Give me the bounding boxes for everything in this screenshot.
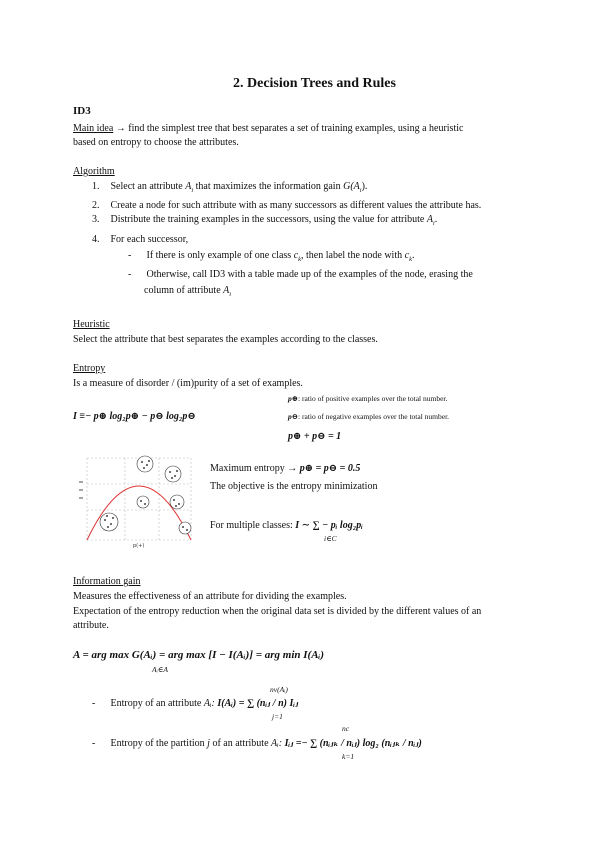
- step-number: 2.: [92, 200, 100, 211]
- main-idea-label: Main idea: [73, 123, 114, 134]
- step-text: , then label the node with: [301, 250, 403, 261]
- algorithm-step-4: [92, 233, 188, 246]
- math-end: .: [434, 214, 438, 225]
- algorithm-step-1: [92, 180, 367, 195]
- max-entropy-expr: p⊕ = p⊖ = 0.5: [299, 463, 361, 474]
- multi-class-sum-index: i∈C: [324, 534, 337, 543]
- partition-sum-upper: nc: [342, 724, 350, 733]
- step-text: column of attribute: [144, 285, 221, 296]
- entropy-heading: Entropy: [73, 363, 106, 374]
- step-number: 4.: [92, 234, 100, 245]
- info-gain-formula-index: Aᵢ∈A: [152, 665, 168, 674]
- info-gain-line-3: attribute.: [73, 620, 109, 631]
- main-idea-text: find the simplest tree that best separates a set of training examples, using a heuristic: [128, 123, 464, 134]
- dash-bullet: -: [92, 738, 96, 749]
- math-var: p⊕: [288, 394, 299, 403]
- attr-entropy-label: Entropy of an attribute: [110, 698, 202, 709]
- algorithm-step-3: [92, 213, 437, 228]
- step-number: 1.: [92, 181, 100, 192]
- math-sub: i: [229, 291, 232, 298]
- algorithm-heading: Algorithm: [73, 166, 115, 177]
- max-entropy-line: [210, 462, 360, 475]
- info-gain-line-1: Measures the effectiveness of an attribute for dividing the examples.: [73, 591, 347, 602]
- attr-entropy-formula: I(Aᵢ) = ∑ (nᵢⱼ / n) Iᵢⱼ: [217, 698, 299, 709]
- multi-class-line: [210, 519, 363, 532]
- figure-axis-label: p(+): [133, 543, 145, 548]
- math-var: c: [404, 250, 410, 261]
- step-text: Distribute the training examples in the successors, using the value for attribute: [110, 214, 425, 225]
- right-arrow-icon: →: [115, 123, 126, 134]
- math-sub: i: [359, 187, 362, 194]
- math-var: A: [223, 285, 230, 296]
- note-text: : ratio of positive examples over the total number.: [298, 394, 448, 403]
- partition-entropy-label-2: of an attribute: [212, 738, 269, 749]
- attr-sum-upper: nv(Aᵢ): [270, 685, 288, 694]
- id3-heading: ID3: [73, 105, 91, 117]
- info-gain-line-2: Expectation of the entropy reduction when the original data set is divided by the different values of an: [73, 606, 482, 617]
- math-sub: i: [432, 220, 435, 227]
- info-gain-formula: A = arg max G(Aᵢ) = arg max [I − I(Aᵢ)] = arg min I(Aᵢ): [73, 649, 325, 661]
- step-text: that maximizes the information gain: [195, 181, 341, 192]
- figure-axis-ticks: [79, 482, 83, 498]
- max-entropy-label: Maximum entropy →: [210, 463, 298, 474]
- math-expr: G(A: [343, 181, 360, 192]
- page-title: 2. Decision Trees and Rules: [233, 76, 396, 91]
- entropy-note-sum: p⊕ + p⊖ = 1: [288, 431, 342, 442]
- attr-sum-lower: j=1: [272, 712, 283, 721]
- main-idea-line: [73, 122, 463, 135]
- math-expr-end: ).: [361, 181, 368, 192]
- step-text: If there is only example of one class: [146, 250, 292, 261]
- math-sub: i: [191, 187, 194, 194]
- partition-sum-lower: k=1: [342, 752, 355, 761]
- entropy-figure: [73, 452, 201, 548]
- math-var: c: [293, 250, 299, 261]
- dash-bullet: -: [128, 269, 132, 280]
- note-text: : ratio of negative examples over the total number.: [298, 412, 450, 421]
- step-number: 3.: [92, 214, 100, 225]
- math-var: A: [426, 214, 433, 225]
- multi-class-label: For multiple classes:: [210, 520, 293, 531]
- dash-bullet: -: [128, 250, 132, 261]
- entropy-note-negative: [288, 412, 449, 422]
- math-sub: k: [409, 256, 412, 263]
- algorithm-step-2: [92, 199, 481, 212]
- entropy-formula: I ≡− p⊕ log₂p⊕ − p⊖ log₂p⊖: [73, 411, 196, 422]
- info-gain-heading: Information gain: [73, 576, 141, 587]
- main-idea-text-2: based on entropy to choose the attributes.: [73, 137, 239, 148]
- entropy-curve: [87, 486, 191, 540]
- algorithm-substep-2: [128, 268, 473, 281]
- step-text: Otherwise, call ID3 with a table made up of the examples of the node, erasing the: [146, 269, 473, 280]
- algorithm-substep-2-cont: [144, 284, 231, 299]
- heuristic-heading: Heuristic: [73, 319, 110, 330]
- math-var: p⊖: [288, 412, 299, 421]
- step-text: Select an attribute: [110, 181, 183, 192]
- algorithm-substep-1: [128, 249, 414, 264]
- partition-entropy-line: [92, 737, 422, 750]
- heuristic-text: Select the attribute that best separates the examples according to the classes.: [73, 334, 378, 345]
- math-var: j: [207, 738, 210, 749]
- entropy-note-positive: [288, 394, 447, 404]
- math-var: Aᵢ:: [203, 698, 215, 709]
- entropy-text: Is a measure of disorder / (im)purity of a set of examples.: [73, 378, 303, 389]
- multi-class-expr: I ∼ ∑ − pᵢ log₂pᵢ: [295, 520, 363, 531]
- figure-clusters: [100, 456, 191, 534]
- math-end: .: [411, 250, 415, 261]
- attr-entropy-line: [92, 697, 298, 710]
- objective-text: The objective is the entropy minimization: [210, 481, 378, 492]
- math-sub: k: [298, 256, 302, 263]
- step-text: For each successor,: [110, 234, 189, 245]
- partition-entropy-label: Entropy of the partition: [110, 738, 205, 749]
- math-var: A: [185, 181, 192, 192]
- dash-bullet: -: [92, 698, 96, 709]
- math-var: Aᵢ:: [271, 738, 283, 749]
- step-text: Create a node for such attribute with as many successors as different values the attribute has.: [110, 200, 482, 211]
- partition-entropy-formula: Iᵢⱼ =− ∑ (nᵢⱼₖ / nᵢⱼ) log₂ (nᵢⱼₖ / nᵢⱼ): [284, 738, 422, 749]
